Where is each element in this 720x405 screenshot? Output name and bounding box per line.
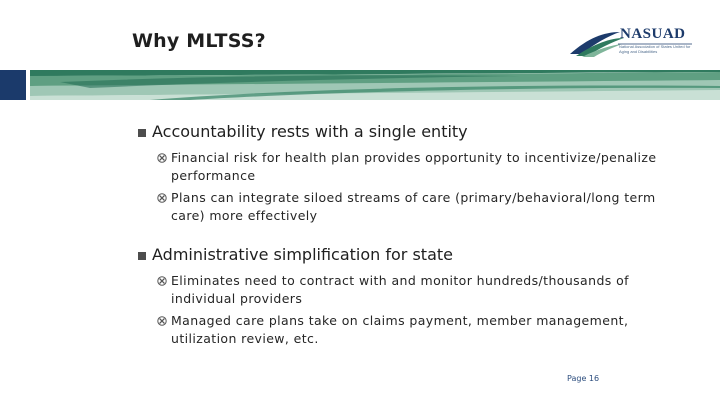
- circled-cross-bullet-icon: [157, 276, 167, 286]
- bullet-item: [140, 244, 660, 266]
- square-bullet-icon: [138, 129, 146, 137]
- slide-title: Why MLTSS?: [132, 30, 266, 52]
- sub-bullet-text: Managed care plans take on claims payment, member management, utilization review, etc.: [171, 313, 629, 346]
- page-number: Page 16: [567, 374, 600, 383]
- sub-bullet-text: Plans can integrate siloed streams of care (primary/behavioral/long term care) more effectively: [171, 190, 656, 223]
- circled-cross-bullet-icon: [157, 153, 167, 163]
- sub-bullet-item: [157, 312, 660, 348]
- bullet-list: [140, 121, 660, 352]
- header-band: [0, 70, 720, 100]
- sub-bullet-item: [157, 149, 660, 185]
- square-bullet-icon: [138, 252, 146, 260]
- bullet-text: Accountability rests with a single entity: [152, 122, 468, 141]
- bullet-text: Administrative simplification for state: [152, 245, 453, 264]
- bullet-item: [140, 121, 660, 143]
- sub-bullet-item: [157, 272, 660, 308]
- circled-cross-bullet-icon: [157, 316, 167, 326]
- logo-name: NASUAD: [620, 26, 686, 42]
- sub-bullet-text: Eliminates need to contract with and monitor hundreds/thousands of individual providers: [171, 273, 629, 306]
- sub-bullet-list: [157, 149, 660, 225]
- sub-bullet-text: Financial risk for health plan provides opportunity to incentivize/penalize performance: [171, 150, 657, 183]
- circled-cross-bullet-icon: [157, 193, 167, 203]
- sub-bullet-item: [157, 189, 660, 225]
- logo-tagline: National Association of States United for Aging and Disabilities: [619, 44, 691, 54]
- sub-bullet-list: [157, 272, 660, 348]
